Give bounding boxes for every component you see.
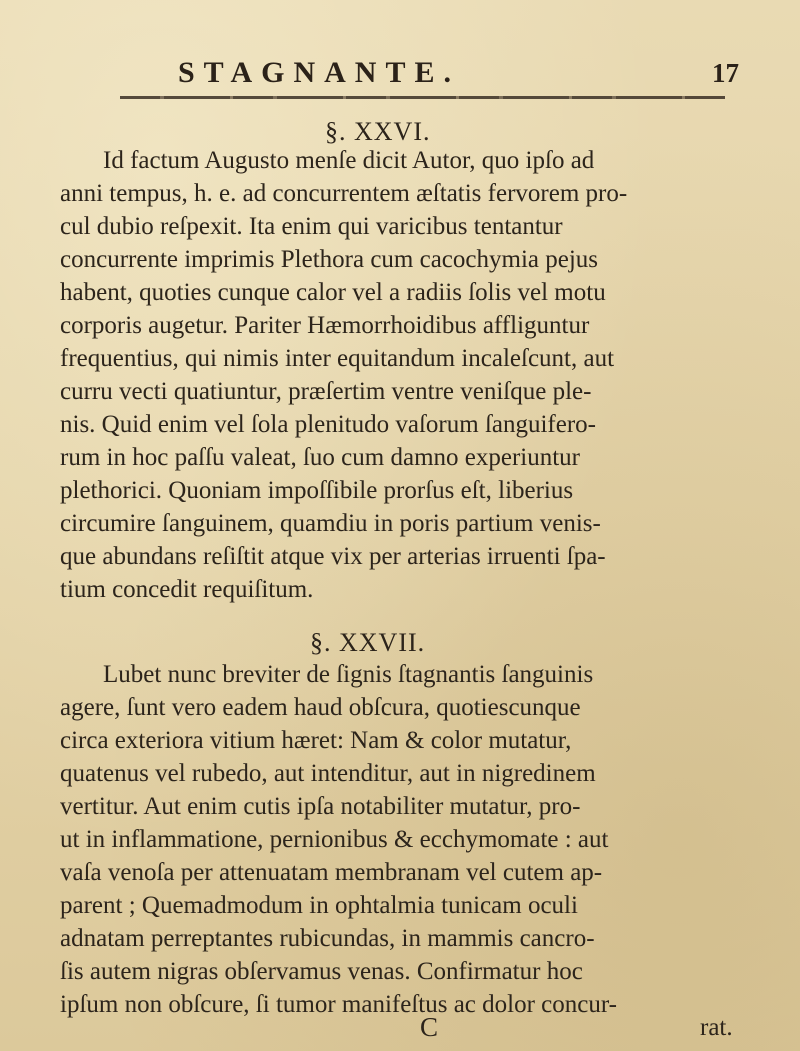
- text-line: circumire ſanguinem, quamdiu in poris partium venis-: [60, 510, 601, 537]
- running-title: STAGNANTE.: [178, 56, 460, 89]
- page-number: 17: [712, 58, 739, 88]
- text-line: cul dubio reſpexit. Ita enim qui varicibus tentantur: [60, 213, 563, 240]
- text-line: vertitur. Aut enim cutis ipſa notabiliter mutatur, pro-: [60, 793, 581, 820]
- text-line: vaſa venoſa per attenuatam membranam vel cutem ap-: [60, 859, 603, 886]
- header-rule: [120, 96, 725, 99]
- text-line: agere, ſunt vero eadem haud obſcura, quotiescunque: [60, 694, 581, 721]
- text-line: concurrente imprimis Plethora cum cacochymia pejus: [60, 246, 599, 273]
- text-line: Id factum Augusto menſe dicit Autor, quo ipſo ad: [103, 147, 595, 174]
- section-heading-27: §. XXVII.: [310, 628, 426, 657]
- section-heading-26: §. XXVI.: [325, 117, 431, 146]
- text-line: corporis augetur. Pariter Hæmorrhoidibus affliguntur: [60, 312, 590, 339]
- text-line: frequentius, qui nimis inter equitandum incaleſcunt, aut: [60, 345, 615, 372]
- running-head: [0, 56, 800, 96]
- text-line: curru vecti quatiuntur, præſertim ventre veniſque ple-: [60, 378, 592, 405]
- text-line: ſis autem nigras obſervamus venas. Confirmatur hoc: [60, 958, 583, 985]
- text-line: que abundans reſiſtit atque vix per arterias irruenti ſpa-: [60, 543, 606, 570]
- text-line: Lubet nunc breviter de ſignis ſtagnantis ſanguinis: [103, 661, 594, 688]
- text-line: habent, quoties cunque calor vel a radiis ſolis vel motu: [60, 279, 606, 306]
- text-line: tium concedit requiſitum.: [60, 576, 314, 603]
- text-line: nis. Quid enim vel ſola plenitudo vaſorum ſanguifero-: [60, 411, 596, 438]
- signature-mark: C: [420, 1012, 439, 1042]
- text-line: anni tempus, h. e. ad concurrentem æſtatis fervorem pro-: [60, 180, 628, 207]
- text-line: ipſum non obſcure, ſi tumor manifeſtus ac dolor concur-: [60, 991, 617, 1018]
- text-line: ut in inflammatione, pernionibus & ecchymomate : aut: [60, 826, 609, 853]
- text-line: rum in hoc paſſu valeat, ſuo cum damno experiuntur: [60, 444, 580, 471]
- text-line: quatenus vel rubedo, aut intenditur, aut in nigredinem: [60, 760, 596, 787]
- text-line: adnatam perreptantes rubicundas, in mammis cancro-: [60, 925, 595, 952]
- text-line: plethorici. Quoniam impoſſibile prorſus eſt, liberius: [60, 477, 574, 504]
- catchword: rat.: [700, 1014, 733, 1041]
- text-line: circa exteriora vitium hæret: Nam & color mutatur,: [60, 727, 572, 754]
- text-line: parent ; Quemadmodum in ophtalmia tunicam oculi: [60, 892, 578, 919]
